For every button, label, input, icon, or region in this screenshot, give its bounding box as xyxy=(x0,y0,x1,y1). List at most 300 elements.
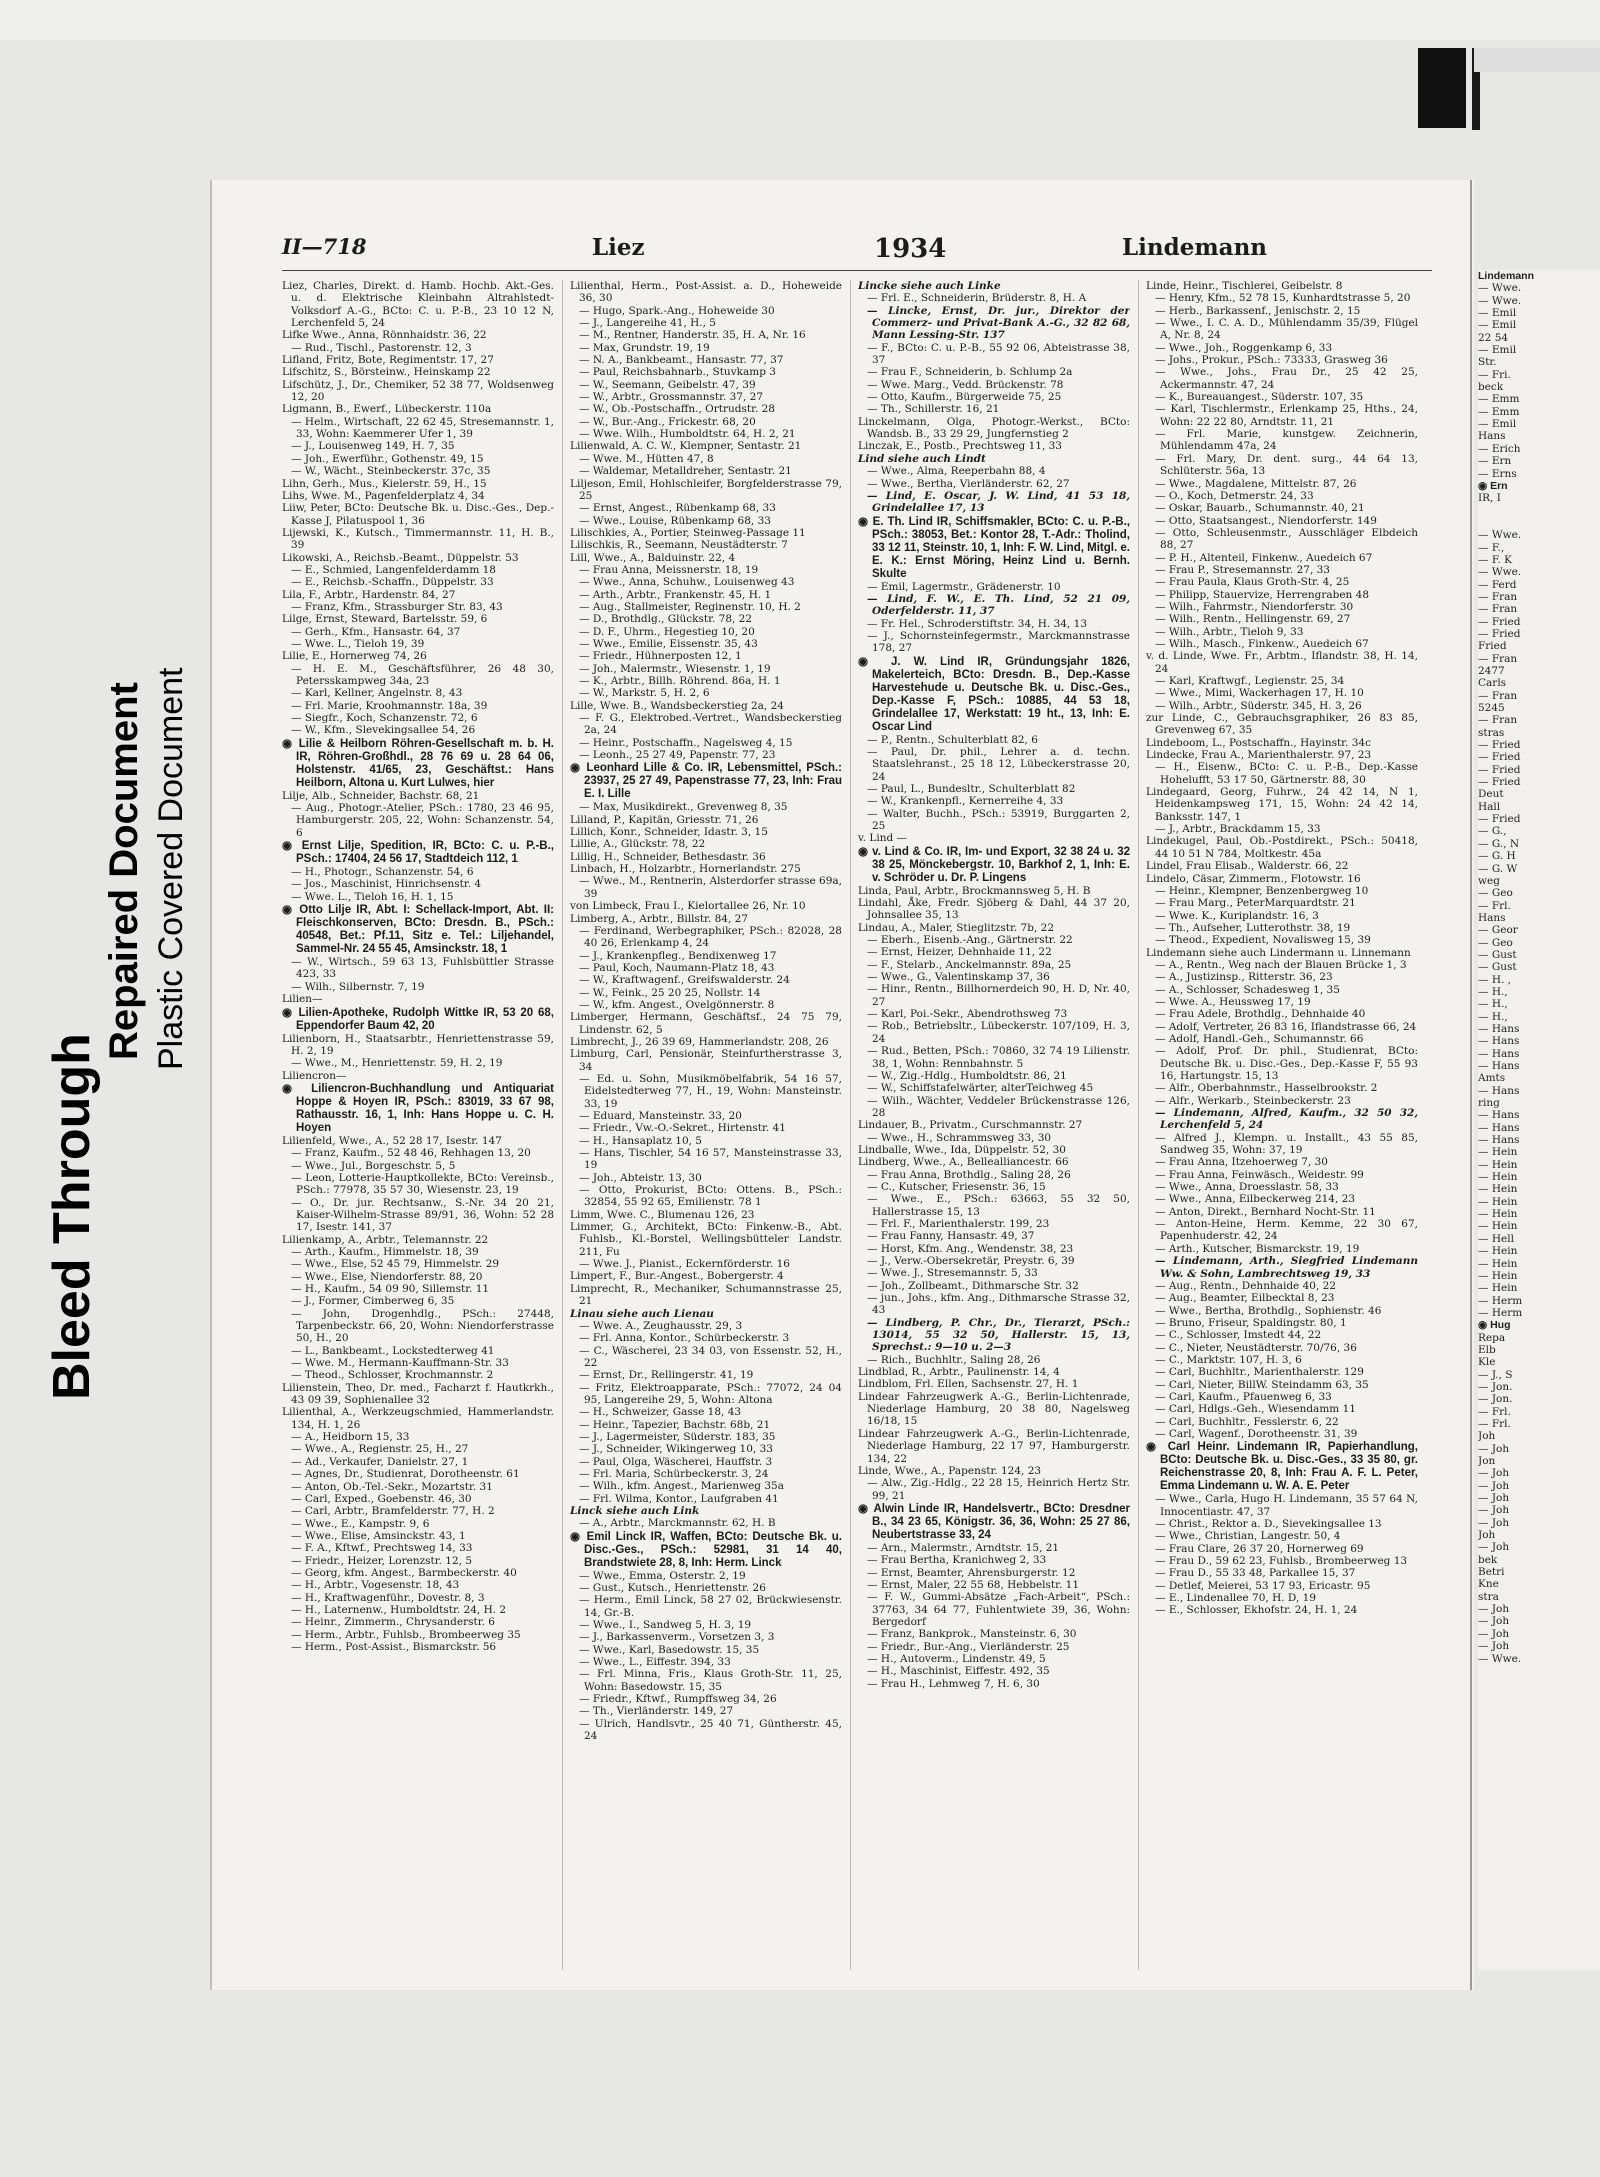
directory-entry: — O., Dr. jur. Rechtsanw., S.-Nr. 34 20 21, Kaiser-Wilhelm-Strasse 89/91, 36, Wohn: 52 28 17, Isestr. 141, 37 xyxy=(291,1196,554,1234)
directory-entry: — L., Bankbeamt., Lockstedterweg 41 xyxy=(291,1344,495,1357)
directory-entry: — W., Wirtsch., 59 63 13, Fuhlsbüttler Strasse 423, 33 xyxy=(291,956,554,981)
header-first-entry: Liez xyxy=(592,234,645,261)
directory-entry: — Hugo, Spark.-Ang., Hoheweide 30 xyxy=(579,304,775,317)
directory-entry: — Th., Vierländerstr. 149, 27 xyxy=(579,1705,734,1718)
directory-entry: — Paul, Reichsbahnarb., Stuvkamp 3 xyxy=(579,366,776,379)
directory-entry: — Frl. Maria, Schürbeckerstr. 3, 24 xyxy=(579,1467,769,1480)
directory-entry: — Wwe., Jul., Borgeschstr. 5, 5 xyxy=(291,1159,456,1172)
adjacent-page-line xyxy=(1478,505,1600,517)
directory-entry: — C., Nieter, Neustädterstr. 70/76, 36 xyxy=(1155,1341,1357,1354)
directory-entry: — Wwe., A., Regienstr. 25, H., 27 xyxy=(291,1443,469,1456)
directory-entry: — Wilh., Arbtr., Tieloh 9, 33 xyxy=(1155,625,1304,638)
directory-entry: Liliencron— xyxy=(282,1069,347,1082)
adjacent-page-line: — F., xyxy=(1478,541,1505,554)
adjacent-page-line: — Joh xyxy=(1478,1479,1510,1492)
directory-entry: — W., Kraftwagenf., Greifswalderstr. 24 xyxy=(579,974,790,987)
directory-entry: Lindau, A., Maler, Stieglitzstr. 7b, 22 xyxy=(858,921,1054,934)
directory-entry: Lindemann siehe auch Lindermann u. Linnemann xyxy=(1146,946,1411,959)
adjacent-page-line: — H., xyxy=(1478,985,1508,998)
directory-entry: von Limbeck, Frau I., Kielortallee 26, Nr. 10 xyxy=(570,900,806,913)
adjacent-page-line: — Joh xyxy=(1478,1467,1510,1480)
adjacent-page-line: — Joh xyxy=(1478,1442,1510,1455)
directory-entry: — Aug., Beamter, Eilbecktal 8, 23 xyxy=(1155,1292,1335,1305)
directory-entry: — Gerh., Kfm., Hansastr. 64, 37 xyxy=(291,625,461,638)
directory-entry: — Lindberg, P. Chr., Dr., Tierarzt, PSch.: 13014, 55 32 50, Hallerstr. 15, 13, Sprechst.: 9—10 u. 2—3 xyxy=(867,1316,1130,1354)
directory-entry: — W., Markstr. 5, H. 2, 6 xyxy=(579,687,710,700)
directory-entry: — Paul, L., Bundesltr., Schulterblatt 82 xyxy=(867,782,1076,795)
adjacent-page-line: — Hein xyxy=(1478,1208,1518,1221)
directory-entry: — Gust., Kutsch., Henriettenstr. 26 xyxy=(579,1582,766,1595)
adjacent-page-line: — Wwe. xyxy=(1478,1652,1522,1665)
directory-entry: — Frl. E., Schneiderin, Brüderstr. 8, H. A xyxy=(867,292,1087,305)
adjacent-page-line: — Hans xyxy=(1478,1084,1520,1097)
directory-entry: — Rob., Betriebsltr., Lübeckerstr. 107/109, H. 3, 24 xyxy=(867,1020,1130,1045)
directory-entry: — Frau F., Schneiderin, b. Schlump 2a xyxy=(867,366,1073,379)
entry-column-4 xyxy=(1146,280,1418,1970)
directory-entry: — Paul, Dr. phil., Lehrer a. d. techn. Staatslehranst., 25 18 12, Lübeckerstrasse 20, 24 xyxy=(867,745,1130,783)
directory-entry: — Ferdinand, Werbegraphiker, PSch.: 82028, 28 40 26, Erlenkamp 4, 24 xyxy=(579,924,842,950)
adjacent-page-line: ring xyxy=(1478,1097,1500,1110)
adjacent-page-line: Joh xyxy=(1478,1529,1496,1542)
directory-entry: — Wwe., Carla, Hugo H. Lindemann, 35 57 64 N, Innocentiastr. 47, 37 xyxy=(1155,1493,1418,1518)
directory-entry: — C., Wäscherei, 23 34 03, von Essenstr. 52, H., 22 xyxy=(579,1344,842,1369)
adjacent-page-line: — Hein xyxy=(1478,1245,1518,1258)
adjacent-page-line: — Frl. xyxy=(1478,1417,1511,1430)
directory-entry: — C., Schlosser, Imstedt 44, 22 xyxy=(1155,1329,1322,1342)
directory-entry: Limberg, A., Arbtr., Billstr. 84, 27 xyxy=(570,912,748,925)
adjacent-page-line: Amts xyxy=(1478,1072,1506,1085)
directory-entry: — Frau D., 55 33 48, Parkallee 15, 37 xyxy=(1155,1567,1356,1580)
directory-entry: ◉ Otto Lilje IR, Abt. I: Schellack-Import, Abt. II: Fleischkonserven, BCto: Dresdn. B., PSch.: 40548, Bet.: Pf.11, Sitz e. Tel.: Liljehandel, Sammel-Nr. 24 55 45, Amsinckstr. 18, 1 xyxy=(282,904,554,956)
adjacent-page-line: — Joh xyxy=(1478,1516,1510,1529)
adjacent-page-line: — Ferd xyxy=(1478,578,1517,591)
directory-entry: — Wwe., M., Rentnerin, Alsterdorfer strasse 69a, 39 xyxy=(579,875,842,900)
adjacent-page-line: stras xyxy=(1478,726,1505,739)
adjacent-page-line: — Hein xyxy=(1478,1171,1518,1184)
directory-entry: — Christ., Rektor a. D., Sievekingsallee 13 xyxy=(1155,1518,1382,1530)
directory-entry: — Wilh., Wächter, Veddeler Brückenstrasse 126, 28 xyxy=(867,1094,1130,1119)
adjacent-page-line: — Hans xyxy=(1478,1121,1520,1134)
adjacent-page-line: — Hell xyxy=(1478,1232,1514,1245)
directory-entry: — Emil, Lagermstr., Grädenerstr. 10 xyxy=(867,580,1061,593)
directory-entry: — E., Reichsb.-Schaffn., Düppelstr. 33 xyxy=(291,576,494,589)
directory-entry: — Horst, Kfm. Ang., Wendenstr. 38, 23 xyxy=(867,1242,1074,1255)
directory-entry: — Wwe., H., Schrammsweg 33, 30 xyxy=(867,1131,1052,1144)
directory-entry: Lilienstein, Theo, Dr. med., Facharzt f. Hautkrkh., 43 09 39, Sophienallee 32 xyxy=(282,1381,554,1407)
directory-entry: ◉ Ernst Lilje, Spedition, IR, BCto: C. u. P.-B., PSch.: 17404, 24 56 17, Stadtdeich 112, 1 xyxy=(282,840,554,866)
directory-entry: Lihn, Gerh., Mus., Kielerstr. 59, H., 15 xyxy=(282,477,487,490)
directory-entry: — Wwe., Joh., Roggenkamp 6, 33 xyxy=(1155,341,1333,354)
adjacent-page-line: IR, I xyxy=(1478,492,1501,505)
adjacent-page-line: Kne xyxy=(1478,1578,1499,1591)
directory-entry: — Karl, Kraftwgf., Legienstr. 25, 34 xyxy=(1155,675,1345,687)
adjacent-page-line: — Fried xyxy=(1478,813,1521,826)
directory-entry: — Frau Adele, Brothdlg., Dehnhaide 40 xyxy=(1155,1008,1366,1021)
directory-entry: — Fr. Hel., Schroderstiftstr. 34, H. 34, 13 xyxy=(867,617,1088,630)
directory-entry: — Anton, Ob.-Tel.-Sekr., Mozartstr. 31 xyxy=(291,1480,493,1493)
directory-entry: Limprecht, R., Mechaniker, Schumannstrasse 25, 21 xyxy=(570,1282,842,1308)
column-divider xyxy=(562,280,563,1970)
adjacent-page-line: Betri xyxy=(1478,1566,1505,1579)
adjacent-page-line: — Jon. xyxy=(1478,1393,1513,1406)
directory-entry: Lindberg, Wwe., A., Bellealliancestr. 66 xyxy=(858,1156,1069,1169)
directory-entry: Lindblom, Frl. Ellen, Sachsenstr. 27, H. 1 xyxy=(858,1378,1079,1391)
directory-entry: — A., Schlosser, Schadesweg 1, 35 xyxy=(1155,983,1340,996)
adjacent-page-line: — Wwe. xyxy=(1478,529,1522,542)
adjacent-page-line: — G., N xyxy=(1478,837,1520,850)
directory-entry: — Wwe., Anna, Droesslastr. 58, 33 xyxy=(1155,1181,1339,1194)
directory-entry: — Wwe., E., PSch.: 63663, 55 32 50, Hallerstrasse 15, 13 xyxy=(867,1193,1130,1218)
directory-entry: ◉ Carl Heinr. Lindemann IR, Papierhandlung, BCto: Deutsche Bk. u. Disc.-Ges., 33 35 80, gr. Reichenstrasse 20, 8, Inh: Frau A. F. L. Peter, Emma Lindemann u. W. A. E. Peter xyxy=(1146,1441,1418,1493)
directory-entry: — Max, Grundstr. 19, 19 xyxy=(579,341,710,354)
scan-background-top xyxy=(0,0,1600,40)
directory-entry: — Wwe., G., Valentinskamp 37, 36 xyxy=(867,971,1050,984)
directory-entry: — Wwe. L., Tieloh 19, 39 xyxy=(291,637,425,650)
directory-entry: — Friedr., Vw.-O.-Sekret., Hirtenstr. 41 xyxy=(579,1122,786,1135)
directory-entry: Lindel, Frau Elisab., Walderstr. 66, 22 xyxy=(1146,860,1349,873)
scan-edge-dark-band xyxy=(1418,48,1466,128)
adjacent-page-line: — Hein xyxy=(1478,1146,1518,1159)
directory-entry: — K., Bureauangest., Süderstr. 107, 35 xyxy=(1155,391,1364,404)
adjacent-page-line: 2477 xyxy=(1478,665,1505,677)
directory-entry: — Friedr., Heizer, Lorenzstr. 12, 5 xyxy=(291,1554,473,1567)
adjacent-page-line: — Hein xyxy=(1478,1158,1518,1171)
directory-entry: — Wwe., Karl, Basedowstr. 15, 35 xyxy=(579,1643,760,1656)
directory-entry: — Carl, Wagenf., Dorotheenstr. 31, 39 xyxy=(1155,1427,1358,1440)
directory-entry: — Heinr., Postschaffn., Nagelsweg 4, 15 xyxy=(579,736,793,749)
directory-entry: — Th., Aufseher, Lutterothstr. 38, 19 xyxy=(1155,921,1351,934)
adjacent-page-line: Jon xyxy=(1478,1455,1496,1467)
adjacent-page-line: Hans xyxy=(1478,911,1506,924)
adjacent-page-line: Fried xyxy=(1478,640,1507,653)
directory-entry: — Otto, Kaufm., Bürgerweide 75, 25 xyxy=(867,391,1062,404)
adjacent-page-line: — Hein xyxy=(1478,1195,1518,1208)
directory-entry: — Frau Anna, Feinwäsch., Weidestr. 99 xyxy=(1155,1168,1364,1181)
directory-entry: — Wwe. L., Tieloh 16, H. 1, 15 xyxy=(291,890,454,903)
directory-entry: ◉ Leonhard Lille & Co. IR, Lebensmittel, PSch.: 23937, 25 27 49, Papenstrasse 77, 23, Inh: Frau E. I. Lille xyxy=(570,762,842,801)
directory-entry: zur Linde, C., Gebrauchsgraphiker, 26 83 85, Grevenweg 67, 35 xyxy=(1146,712,1418,737)
adjacent-page-line: — Ern xyxy=(1478,455,1512,468)
directory-entry: ◉ E. Th. Lind IR, Schiffsmakler, BCto: C. u. P.-B., PSch.: 38053, Bet.: Kontor 28, T.-Adr.: Tholind, 33 12 11, Steinstr. 10, 1, Inh: F. W. Lind, Mitgl. e. E. K.: Ernst Möring, Heinz Lind u. Bernh. Skulte xyxy=(858,515,1130,580)
directory-entry: — Th., Schillerstr. 16, 21 xyxy=(867,403,1000,416)
adjacent-page-line: stra xyxy=(1478,1590,1499,1603)
directory-entry: — Ed. u. Sohn, Musikmöbelfabrik, 54 16 57, Eidelstedterweg 77, H., 19, Wohn: Mansteinstr. 33, 19 xyxy=(579,1072,842,1110)
directory-entry: — Paul, Koch, Naumann-Platz 18, 43 xyxy=(579,961,775,974)
adjacent-page-line: — Jon. xyxy=(1478,1380,1513,1393)
directory-entry: v. d. Linde, Wwe. Fr., Arbtm., Iflandstr. 38, H. 14, 24 xyxy=(1146,650,1418,675)
adjacent-page-line: — Fran xyxy=(1478,603,1518,616)
directory-entry: — W., Arbtr., Grossmannstr. 37, 27 xyxy=(579,391,764,404)
adjacent-page-line: — Joh xyxy=(1478,1615,1510,1628)
adjacent-page-line: — Hans xyxy=(1478,1047,1520,1060)
directory-entry: — Wwe., Else, 52 45 79, Himmelstr. 29 xyxy=(291,1258,500,1271)
adjacent-page-line: — Hans xyxy=(1478,1022,1520,1035)
directory-entry: — Carl, Arbtr., Bramfelderstr. 77, H. 2 xyxy=(291,1505,495,1518)
directory-entry: — Friedr., Bur.-Ang., Vierländerstr. 25 xyxy=(867,1640,1070,1653)
directory-entry: — Ernst, Maler, 22 55 68, Hebbelstr. 11 xyxy=(867,1578,1080,1591)
directory-entry: Lilge, Ernst, Steward, Bartelsstr. 59, 6 xyxy=(282,613,488,626)
header-last-entry: Lindemann xyxy=(1122,234,1268,261)
directory-entry: — Ad., Verkaufer, Danielstr. 27, 1 xyxy=(291,1455,469,1468)
directory-entry: Lind siehe auch Lindt xyxy=(858,452,986,465)
column-divider xyxy=(850,280,851,1970)
directory-entry: Linau siehe auch Lienau xyxy=(570,1307,714,1320)
adjacent-page-line: — G. W xyxy=(1478,862,1518,875)
directory-entry: — Alfr., Oberbahnmstr., Hasselbrookstr. 2 xyxy=(1155,1082,1378,1095)
directory-entry: — Frau Clare, 26 37 20, Hornerweg 69 xyxy=(1155,1542,1364,1555)
directory-entry: Lindelo, Cäsar, Zimmerm., Flotowstr. 16 xyxy=(1146,872,1361,885)
directory-entry: — Otto, Staatsangest., Niendorferstr. 149 xyxy=(1155,514,1377,527)
directory-entry: Lilischkies, A., Portier, Steinweg-Passage 11 xyxy=(570,526,806,539)
directory-entry: — Heinr., Zimmerm., Chrysanderstr. 6 xyxy=(291,1616,495,1629)
directory-entry: — Philipp, Stauervize, Herrengraben 48 xyxy=(1155,588,1370,601)
directory-entry: — Frl. F., Marienthalerstr. 199, 23 xyxy=(867,1217,1050,1230)
directory-entry: Lindeboom, L., Postschaffn., Hayinstr. 34c xyxy=(1146,736,1371,749)
directory-entry: ◉ J. W. Lind IR, Gründungsjahr 1826, Makelerteich, BCto: Dresdn. B., Dep.-Kasse Harvestehude u. Deutsche Bk. u. Disc.-Ges., Dep.-Kasse F, PSch.: 10885, 44 53 18, Grindelallee 17, Werkstatt: 19 ht., 13, Inh: E. Oscar Lind xyxy=(858,655,1130,733)
adjacent-page-line: — Geo xyxy=(1478,887,1513,900)
directory-entry: — Friedr., Hühnerposten 12, 1 xyxy=(579,650,742,663)
directory-entry: — Wwe., Emma, Osterstr. 2, 19 xyxy=(579,1569,746,1582)
directory-entry: — Frl. Minna, Fris., Klaus Groth-Str. 11, 25, Wohn: Basedowstr. 15, 35 xyxy=(579,1668,842,1693)
directory-entry: Limmer, G., Architekt, BCto: Finkenw.-B., Abt. Fuhlsb., Kl.-Borstel, Wellingsbütteler Landstr. 211, Fu xyxy=(570,1221,842,1258)
directory-entry: — Frau Anna, Meissnerstr. 18, 19 xyxy=(579,563,759,576)
scan-edge-light-band xyxy=(1474,48,1600,72)
directory-entry: — K., Arbtr., Billh. Röhrend. 86a, H. 1 xyxy=(579,675,781,687)
adjacent-page-line: — Hein xyxy=(1478,1183,1518,1196)
adjacent-page-line: beck xyxy=(1478,381,1504,394)
directory-entry: — A., Rentn., Weg nach der Blauen Brücke 1, 3 xyxy=(1155,958,1407,971)
directory-entry: ◉ Lilien-Apotheke, Rudolph Wittke IR, 53 20 68, Eppendorfer Baum 42, 20 xyxy=(282,1006,554,1032)
directory-entry: Limpert, F., Bur.-Angest., Bobergerstr. 4 xyxy=(570,1270,784,1283)
directory-entry: — Frau Paula, Klaus Groth-Str. 4, 25 xyxy=(1155,576,1350,589)
adjacent-page-line: Str. xyxy=(1478,356,1497,369)
directory-entry: — W., Kfm., Slevekingsallee 54, 26 xyxy=(291,724,476,737)
directory-entry: — Wwe. J., Pianist., Eckernförderstr. 16 xyxy=(579,1258,790,1271)
directory-entry: Linckelmann, Olga, Photogr.-Werkst., BCto: Wandsb. B., 33 29 29, Jungfernstieg 2 xyxy=(858,415,1130,441)
directory-entry: — W., Krankenpfl., Kernerreihe 4, 33 xyxy=(867,795,1064,808)
adjacent-page-line: — Fri. xyxy=(1478,368,1511,381)
directory-entry: — Jos., Maschinist, Hinrichsenstr. 4 xyxy=(291,878,482,891)
directory-entry: Lilienborn, H., Staatsarbtr., Henriettenstrasse 59, H. 2, 19 xyxy=(282,1032,554,1057)
directory-entry: — Carl, Buchhltr., Marienthalerstr. 129 xyxy=(1155,1366,1364,1379)
adjacent-page-line: — Emil xyxy=(1478,344,1517,357)
adjacent-page-line: 5245 xyxy=(1478,702,1505,715)
directory-entry: — W., Wächt., Steinbeckerstr. 37c, 35 xyxy=(291,465,491,478)
adjacent-page-line: — Fran xyxy=(1478,590,1518,603)
adjacent-page-line: — Wwe. xyxy=(1478,294,1522,307)
adjacent-page-line: — G., xyxy=(1478,825,1507,838)
adjacent-page-line: — J., S xyxy=(1478,1368,1513,1381)
directory-entry: Lindecke, Frau A., Marienthalerstr. 97, 23 xyxy=(1146,749,1372,762)
directory-entry: — Wwe. J., Stresemannstr. 5, 33 xyxy=(867,1267,1038,1280)
directory-entry: — J., Verw.-Obersekretär, Preystr. 6, 39 xyxy=(867,1255,1075,1267)
directory-entry: — F. W., Gummi-Absätze „Fach-Arbeit“, PSch.: 37763, 34 64 77, Fuhlentwiete 39, 36, Wohn: Bergedorf xyxy=(867,1591,1130,1628)
directory-entry: — Frl. Anna, Kontor., Schürbeckerstr. 3 xyxy=(579,1332,790,1345)
label-repaired-document: Repaired Document xyxy=(102,682,146,1060)
directory-entry: — Paul, Olga, Wäscherei, Hauffstr. 3 xyxy=(579,1455,773,1468)
directory-entry: — Wwe. Marg., Vedd. Brückenstr. 78 xyxy=(867,378,1064,391)
directory-entry: — Wwe., Else, Niendorferstr. 88, 20 xyxy=(291,1270,483,1283)
adjacent-page-line: 22 54 xyxy=(1478,331,1509,344)
adjacent-page-line: — Joh xyxy=(1478,1492,1510,1505)
adjacent-page-line: — Hein xyxy=(1478,1269,1518,1282)
adjacent-page-line: Carls xyxy=(1478,677,1507,690)
directory-entry: — Walter, Buchh., PSch.: 53919, Burggarten 2, 25 xyxy=(867,807,1130,832)
directory-entry: — Leonh., 25 27 49, Papenstr. 77, 23 xyxy=(579,749,776,762)
directory-entry: Lindblad, R., Arbtr., Paulinenstr. 14, 4 xyxy=(858,1366,1060,1379)
adjacent-page-line: — H. , xyxy=(1478,973,1512,986)
directory-entry: — A., Justizinsp., Ritterstr. 36, 23 xyxy=(1155,971,1333,984)
directory-entry: — O., Koch, Detmerstr. 24, 33 xyxy=(1155,489,1314,502)
directory-entry: — Frl. Marie, Kroohmannstr. 18a, 39 xyxy=(291,699,488,712)
directory-entry: — J., Former, Cimberweg 6, 35 xyxy=(291,1295,455,1308)
directory-entry: Lindballe, Wwe., Ida, Düppelstr. 52, 30 xyxy=(858,1143,1066,1156)
directory-entry: — Herm., Emil Linck, 58 27 02, Brückwiesenstr. 14, Gr.-B. xyxy=(579,1594,842,1619)
adjacent-page-line: — H., xyxy=(1478,1010,1508,1023)
adjacent-page-line: — Fried xyxy=(1478,739,1521,752)
adjacent-page-line: — Emil xyxy=(1478,418,1517,431)
entry-column-2 xyxy=(570,280,842,1970)
directory-entry: — Wwe., I. C. A. D., Mühlendamm 35/39, Flügel A, Nr. 8, 24 xyxy=(1155,317,1418,342)
adjacent-page-line: — Joh xyxy=(1478,1504,1510,1517)
directory-entry: — Herb., Barkassenf., Jenischstr. 2, 15 xyxy=(1155,304,1361,317)
adjacent-page-line: Repa xyxy=(1478,1331,1506,1344)
directory-entry: — Wwe., M., Henriettenstr. 59, H. 2, 19 xyxy=(291,1057,503,1070)
directory-entry: ◉ Lilie & Heilborn Röhren-Gesellschaft m. b. H. IR, Röhren-Großhdl., 28 76 69 u. 28 64 06, Holstenstr. 41/65, 23, Geschäftst.: Hans Heilborn, Altona u. Kurt Lulwes, hier xyxy=(282,737,554,789)
directory-entry: — H., Photogr., Schanzenstr. 54, 6 xyxy=(291,866,474,879)
directory-entry: Lifke Wwe., Anna, Rönnhaidstr. 36, 22 xyxy=(282,329,487,342)
adjacent-page-line: — Wwe. xyxy=(1478,282,1522,295)
directory-entry: Lilien— xyxy=(282,993,323,1006)
directory-entry: — Aug., Photogr.-Atelier, PSch.: 1780, 23 46 95, Hamburgerstr. 205, 22, Wohn: Schanzenstr. 54, 6 xyxy=(291,802,554,839)
directory-entry: Liljeson, Emil, Hohlschleifer, Borgfelderstrasse 79, 25 xyxy=(570,477,842,502)
page-header xyxy=(282,230,1432,271)
directory-entry: — C., Kutscher, Friesenstr. 36, 15 xyxy=(867,1180,1046,1193)
directory-entry: — J., Schneider, Wikingerweg 10, 33 xyxy=(579,1443,773,1456)
directory-entry: Lila, F., Arbtr., Hardenstr. 84, 27 xyxy=(282,588,456,601)
adjacent-page-line: Hans xyxy=(1478,430,1506,443)
directory-entry: Lillig, H., Schneider, Bethesdastr. 36 xyxy=(570,850,766,863)
directory-entry: — Ernst, Beamter, Ahrensburgerstr. 12 xyxy=(867,1566,1076,1579)
directory-entry: — Wwe., Elise, Amsinckstr. 43, 1 xyxy=(291,1529,466,1542)
directory-entry: — Joh., Zollbeamt., Dithmarsche Str. 32 xyxy=(867,1279,1079,1292)
directory-entry: — Ernst, Heizer, Dehnhaide 11, 22 xyxy=(867,946,1052,959)
adjacent-page-line xyxy=(1478,517,1600,529)
directory-entry: Lijewski, K., Kutsch., Timmermannstr. 11, H. B., 39 xyxy=(282,526,554,552)
directory-entry: — Wwe., Anna, Eilbeckerweg 214, 23 xyxy=(1155,1193,1356,1206)
directory-entry: Lifland, Fritz, Bote, Regimentstr. 17, 27 xyxy=(282,354,494,367)
directory-entry: — H. E. M., Geschäftsführer, 26 48 30, Petersskampweg 34a, 23 xyxy=(291,662,554,687)
directory-entry: Lindegaard, Georg, Fuhrw., 24 42 14, N 1, Heidenkampsweg 171, 15, Wohn: 24 42 14, Banksstr. 147, 1 xyxy=(1146,786,1418,823)
adjacent-page-line: ◉ Hug xyxy=(1478,1319,1511,1332)
directory-entry: — Friedr., Kftwf., Rumpffsweg 34, 26 xyxy=(579,1693,777,1706)
directory-entry: — Herm., Post-Assist., Bismarckstr. 56 xyxy=(291,1640,497,1653)
adjacent-page-line: — Joh xyxy=(1478,1541,1510,1554)
directory-entry: — Frau Marg., PeterMarquardtstr. 21 xyxy=(1155,897,1356,910)
directory-entry: — H., Maschinist, Eiffestr. 492, 35 xyxy=(867,1665,1050,1678)
adjacent-page-line: — Hein xyxy=(1478,1282,1518,1295)
directory-entry: Lilje, Alb., Schneider, Bachstr. 68, 21 xyxy=(282,789,480,802)
directory-entry: — Theod., Schlosser, Krochmannstr. 2 xyxy=(291,1369,494,1382)
directory-entry: — Rud., Betten, PSch.: 70860, 32 74 19 Lilienstr. 38, 1, Wohn: Rennbahnstr. 5 xyxy=(867,1045,1130,1070)
directory-entry: — H., Kraftwagenführ., Dovestr. 8, 3 xyxy=(291,1591,485,1604)
directory-entry: — W., Bur.-Ang., Frickestr. 68, 20 xyxy=(579,415,756,428)
adjacent-page-line: — Gust xyxy=(1478,961,1517,974)
directory-entry: — Wwe. Wilh., Humboldtstr. 64, H. 2, 21 xyxy=(579,428,796,441)
directory-entry: — Frau Anna, Brothdlg., Saling 28, 26 xyxy=(867,1168,1071,1181)
adjacent-page-line: — F. K xyxy=(1478,553,1513,566)
directory-entry: — P., Rentn., Schulterblatt 82, 6 xyxy=(867,733,1038,746)
adjacent-page-line: — Geor xyxy=(1478,924,1518,937)
directory-entry: Linczak, E., Postb., Prechtsweg 11, 33 xyxy=(858,440,1062,453)
adjacent-page-line: — Geo xyxy=(1478,936,1513,949)
directory-entry: — Alfred J., Klempn. u. Installt., 43 55 85, Sandweg 35, Wohn: 37, 19 xyxy=(1155,1131,1418,1157)
adjacent-page-line: Hall xyxy=(1478,800,1501,813)
directory-entry: — Georg, kfm. Angest., Barmbeckerstr. 40 xyxy=(291,1566,517,1579)
directory-entry: — E., Schmied, Langenfelderdamm 18 xyxy=(291,563,496,576)
directory-entry: — Lincke, Ernst, Dr. jur., Direktor der Commerz- und Privat-Bank A.-G., 32 82 68, Mann Lessing-Str. 137 xyxy=(867,304,1130,342)
directory-entry: Lillich, Konr., Schneider, Idastr. 3, 15 xyxy=(570,826,768,839)
directory-entry: — W., Seemann, Geibelstr. 47, 39 xyxy=(579,378,756,391)
directory-entry: — jun., Johs., kfm. Ang., Dithmarsche Strasse 32, 43 xyxy=(867,1292,1130,1317)
directory-entry: — W., Feink., 25 20 25, Nollstr. 14 xyxy=(579,986,761,999)
adjacent-page-line: — Fran xyxy=(1478,714,1518,727)
directory-entry: — Ulrich, Handlsvtr., 25 40 71, Güntherstr. 45, 24 xyxy=(579,1717,842,1743)
directory-entry: — Wwe., I., Sandweg 5, H. 3, 19 xyxy=(579,1619,752,1632)
adjacent-page-line: — Herm xyxy=(1478,1294,1523,1307)
directory-entry: — Wwe., Louise, Rübenkamp 68, 33 xyxy=(579,514,771,527)
page-fold-edge xyxy=(1470,180,1472,1990)
directory-entry: Lihs, Wwe. M., Pagenfelderplatz 4, 34 xyxy=(282,489,485,502)
adjacent-page-line: — Fran xyxy=(1478,689,1518,702)
directory-entry: — Wwe., Anna, Schuhw., Louisenweg 43 xyxy=(579,576,795,589)
directory-entry: — Carl, Kaufm., Pfauenweg 6, 33 xyxy=(1155,1390,1332,1403)
directory-entry: — Frau D., 59 62 23, Fuhlsb., Brombeerweg 13 xyxy=(1155,1555,1408,1568)
entry-column-3 xyxy=(858,280,1130,1970)
directory-entry: — J., Barkassenverm., Vorsetzen 3, 3 xyxy=(579,1631,775,1644)
adjacent-page-strip xyxy=(1478,270,1600,1970)
directory-entry: — D., Brothdlg., Glückstr. 78, 22 xyxy=(579,613,753,626)
adjacent-page-line: Lindemann xyxy=(1478,270,1535,282)
directory-entry: — Otto, Schleusenmstr., Ausschläger Elbdeich 88, 27 xyxy=(1155,526,1418,552)
adjacent-page-line: — Fried xyxy=(1478,776,1521,789)
directory-entry: — Wwe. M., Hütten 47, 8 xyxy=(579,452,714,465)
adjacent-page-line: ◉ Ern xyxy=(1478,479,1508,492)
directory-entry: Lincke siehe auch Linke xyxy=(858,280,1001,292)
directory-entry: ◉ Liliencron-Buchhandlung und Antiquariat Hoppe & Hoyen IR, PSch.: 83019, 33 67 98, Rathausstr. 16, 1, Inh: Hans Hoppe u. C. H. Hoyen xyxy=(282,1082,554,1134)
directory-entry: — Johs., Prokur., PSch.: 73333, Grasweg 36 xyxy=(1155,354,1388,367)
directory-entry: — Ernst, Angest., Rübenkamp 68, 33 xyxy=(579,502,776,515)
directory-entry: — Herm., Arbtr., Fuhlsb., Brombeerweg 35 xyxy=(291,1628,521,1641)
directory-entry: — Fritz, Elektroapparate, PSch.: 77072, 24 04 95, Langereihe 29, 5, Wohn: Altona xyxy=(579,1381,842,1406)
adjacent-page-line: — Emm xyxy=(1478,405,1520,418)
directory-entry: — Frau Fanny, Hansastr. 49, 37 xyxy=(867,1230,1035,1243)
directory-entry: Lilienkamp, A., Arbtr., Telemannstr. 22 xyxy=(282,1233,489,1246)
directory-entry: — Carl, Hdlgs.-Geh., Wiesendamm 11 xyxy=(1155,1403,1356,1416)
directory-entry: — Henry, Kfm., 52 78 15, Kunhardtstrasse 5, 20 xyxy=(1155,292,1411,305)
directory-entry: — E., Lindenallee 70, H. D, 19 xyxy=(1155,1592,1316,1605)
directory-entry: — Bruno, Friseur, Spaldingstr. 80, 1 xyxy=(1155,1316,1347,1329)
directory-entry: — Lindemann, Arth., Siegfried Lindemann Ww. & Sohn, Lambrechtsweg 19, 33 xyxy=(1155,1255,1418,1280)
directory-entry: Lindear Fahrzeugwerk A.-G., Berlin-Lichtenrade, Niederlage Hamburg, 20 38 80, Nagelsweg 16/18, 15 xyxy=(858,1390,1130,1428)
directory-entry: — Heinr., Tapezier, Bachstr. 68b, 21 xyxy=(579,1418,771,1431)
adjacent-page-line: Elb xyxy=(1478,1343,1496,1356)
directory-entry: Linde, Wwe., A., Papenstr. 124, 23 xyxy=(858,1464,1042,1477)
adjacent-page-line: — Hans xyxy=(1478,1035,1520,1048)
directory-entry: — Adolf, Vertreter, 26 83 16, Iflandstrasse 66, 24 xyxy=(1155,1020,1417,1033)
directory-entry: — Arth., Kaufm., Himmelstr. 18, 39 xyxy=(291,1245,479,1258)
directory-entry: ◉ Alwin Linde IR, Handelsvertr., BCto: Dresdner B., 34 23 65, Königstr. 36, 36, Wohn: 25 27 86, Neubertstrasse 33, 24 xyxy=(858,1502,1130,1541)
